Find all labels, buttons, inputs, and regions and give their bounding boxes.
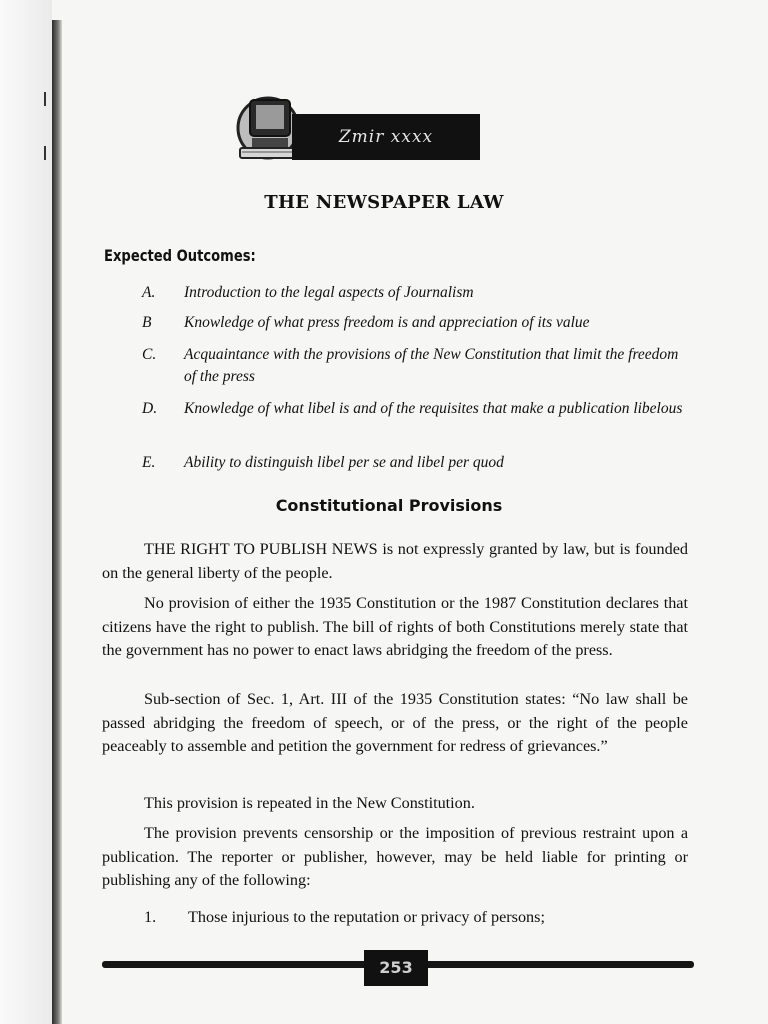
chapter-title: THE NEWSPAPER LAW xyxy=(264,192,504,213)
section-heading: Constitutional Provisions xyxy=(275,496,503,515)
body-paragraph: THE RIGHT TO PUBLISH NEWS is not expressly granted by law, but is founded on the general liberty of the people. xyxy=(102,540,688,582)
spine-mark xyxy=(44,92,46,106)
outcome-letter: B xyxy=(142,314,152,331)
page-number: 253 xyxy=(364,950,428,986)
outcome-text: Introduction to the legal aspects of Journalism xyxy=(184,284,474,301)
logo-banner: Zmir xxxx xyxy=(292,114,480,160)
outcome-text: Knowledge of what libel is and of the requisites that make a publication libelous xyxy=(184,400,683,417)
body-paragraph: This provision is repeated in the New Constitution. xyxy=(144,794,475,812)
outcome-letter: E. xyxy=(142,454,156,471)
outcomes-heading: Expected Outcomes: xyxy=(104,246,256,265)
chapter-logo xyxy=(232,92,482,170)
outcome-letter: D. xyxy=(142,400,158,417)
body-paragraph: No provision of either the 1935 Constitution or the 1987 Constitution declares that citizens have the right to publish. The bill of rights of both Constitutions merely state that the government has no power to enact laws abridging the freedom of the press. xyxy=(102,594,688,659)
outcome-text: Ability to distinguish libel per se and libel per quod xyxy=(184,454,504,471)
body-paragraph: Sub-section of Sec. 1, Art. III of the 1935 Constitution states: “No law shall be passed abridging the freedom of speech, or of the press, or the right of the people peaceably to assemble and petition the government for redress of grievances.” xyxy=(102,690,688,755)
list-number: 1. xyxy=(144,908,157,926)
outcome-text: Knowledge of what press freedom is and appreciation of its value xyxy=(184,314,590,331)
spine-mark xyxy=(44,146,46,160)
outcome-text: Acquaintance with the provisions of the New Constitution that limit the freedom of the press xyxy=(184,346,679,385)
book-spine xyxy=(52,20,62,1024)
body-paragraph: The provision prevents censorship or the imposition of previous restraint upon a publication. The reporter or publisher, however, may be held liable for printing or publishing any of the following: xyxy=(102,824,688,889)
list-text: Those injurious to the reputation or privacy of persons; xyxy=(188,908,545,926)
outcome-letter: C. xyxy=(142,346,157,363)
outcome-letter: A. xyxy=(142,284,156,301)
